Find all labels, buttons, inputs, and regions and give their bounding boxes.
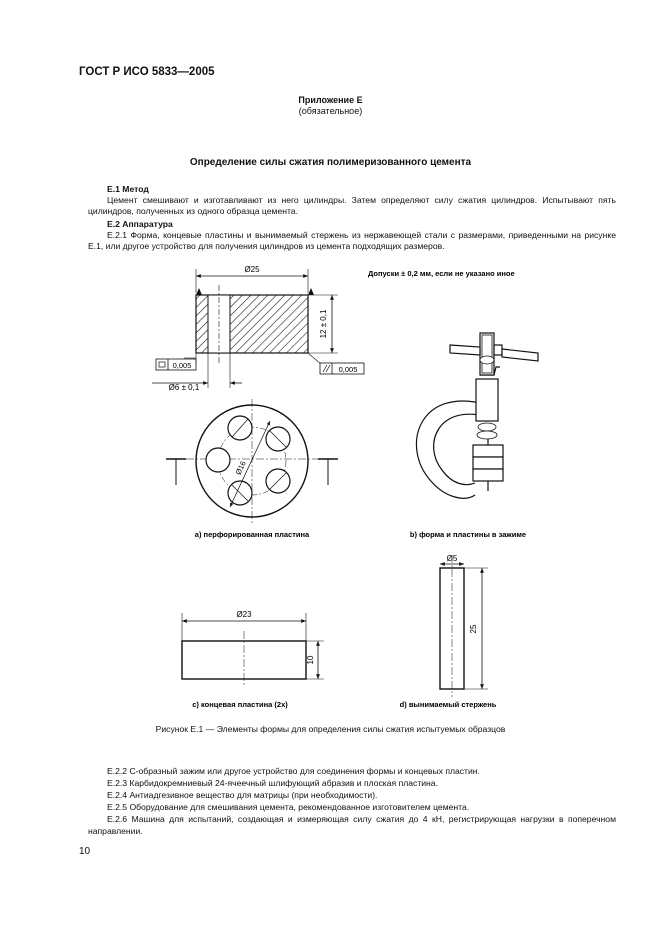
rod-length-label: 25	[469, 624, 478, 634]
section-title: Определение силы сжатия полимеризованного цемента	[189, 157, 472, 168]
perforated-plate-section	[152, 265, 364, 392]
list-item: Е.2.4 Антиадгезивное вещество для матрицы (при необходимости).	[107, 790, 378, 800]
e1-paragraph: Цемент смешивают и изготавливают из него цилиндры. Затем определяют силу сжатия цилиндров. Испытывают пять цилиндров, полученных из одного образца цемента.	[88, 195, 616, 216]
rod-diameter-label: Ø5	[446, 554, 458, 563]
e1-heading: Е.1 Метод	[107, 184, 149, 194]
label-d: d) вынимаемый стержень	[399, 700, 497, 709]
dim-height-label: 12 ± 0,1	[319, 309, 328, 339]
plate-height-label: 10	[306, 655, 315, 665]
figure-caption: Рисунок Е.1 — Элементы формы для определения силы сжатия испытуемых образцов	[155, 724, 506, 734]
list-item: Е.2.2 С-образный зажим или другое устройство для соединения формы и концевых пластин.	[107, 766, 480, 776]
end-plate	[182, 610, 324, 687]
appendix-subtitle: (обязательное)	[298, 106, 363, 116]
appendix-title: Приложение Е	[298, 95, 363, 105]
e2-heading: Е.2 Аппаратура	[107, 219, 173, 229]
list-item: Е.2.6 Машина для испытаний, создающая и измеряющая силу сжатия до 4 кН, регистрирующая нагрузки в поперечном направлении.	[88, 814, 616, 836]
page-number: 10	[79, 846, 91, 857]
clamp-assembly	[416, 333, 538, 498]
list-item: Е.2.3 Карбидокремниевый 24-ячеечный шлифующий абразив и плоская пластина.	[107, 778, 438, 788]
pcd-label: Ø16	[233, 459, 248, 477]
label-b: b) форма и пластины в зажиме	[409, 530, 527, 539]
parallelism-label: 0,005	[338, 365, 358, 374]
flatness-label: 0,005	[172, 361, 192, 370]
removable-rod	[440, 554, 488, 697]
label-a: а) перфорированная пластина	[194, 530, 310, 539]
e2-1-paragraph: Е.2.1 Форма, концевые пластины и вынимаемый стержень из нержавеющей стали с размерами, приведенными на рисунке Е.1, или другое устройство для получения цилиндров из цемента подходящих размеров.	[88, 230, 616, 251]
dim-top-label: Ø25	[244, 265, 260, 274]
list-item: Е.2.5 Оборудование для смешивания цемента, рекомендованное изготовителем цемента.	[107, 802, 470, 812]
perforated-plate-top-view	[166, 399, 338, 523]
plate-diameter-label: Ø23	[236, 610, 252, 619]
figure-e1	[70, 255, 630, 725]
label-c: с) концевая пластина (2х)	[192, 700, 288, 709]
hole-diameter-label: Ø6 ± 0,1	[168, 383, 200, 392]
tolerance-note: Допуски ± 0,2 мм, если не указано иное	[368, 269, 515, 278]
document-header: ГОСТ Р ИСО 5833—2005	[79, 66, 215, 78]
